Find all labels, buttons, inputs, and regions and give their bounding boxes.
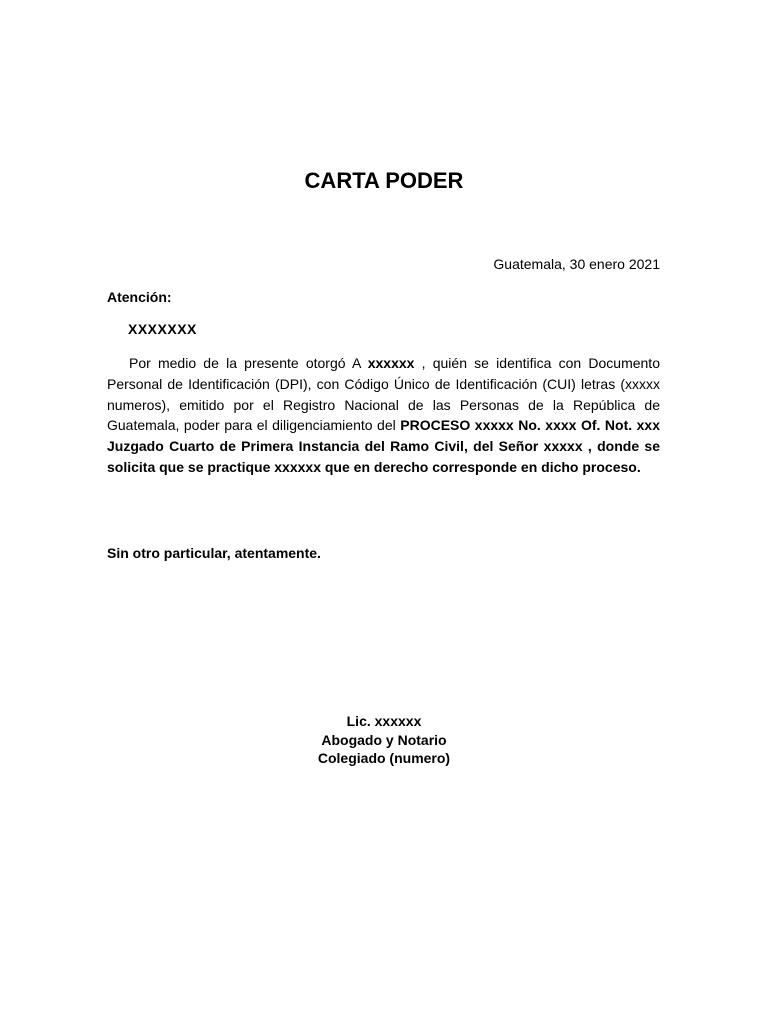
body-text-middle: , quién se identifica con Documento Personal de Identificación (DPI), con Código Único de Identificación (CUI) letras (xxxxx numeros), emitido por el Registro Nacional de las Personas de la República de Guatemala, poder para el diligenciamiento del	[107, 355, 660, 434]
signature-role: Abogado y Notario	[321, 731, 447, 748]
signature-name: Lic. xxxxxx	[346, 713, 422, 729]
attention-name: XXXXXXX	[128, 321, 197, 337]
signature-block	[0, 712, 768, 768]
body-process-details: PROCESO xxxxx No. xxxx Of. Not. xxx Juzgado Cuarto de Primera Instancia del Ramo Civil, del Señor xxxxx , donde se solicita que se practique xxxxxx que en derecho corresponde en dicho proceso.	[107, 417, 661, 475]
signature-registration: Colegiado (numero)	[317, 750, 451, 766]
body-paragraph	[107, 353, 660, 478]
date-line: Guatemala, 30 enero 2021	[493, 256, 660, 272]
body-grantee-name: xxxxxx	[367, 355, 415, 371]
closing-line: Sin otro particular, atentamente.	[107, 545, 321, 561]
attention-label: Atención:	[107, 289, 172, 305]
body-text-intro: Por medio de la presente otorgó A	[129, 355, 368, 371]
document-title: CARTA PODER	[304, 168, 464, 193]
